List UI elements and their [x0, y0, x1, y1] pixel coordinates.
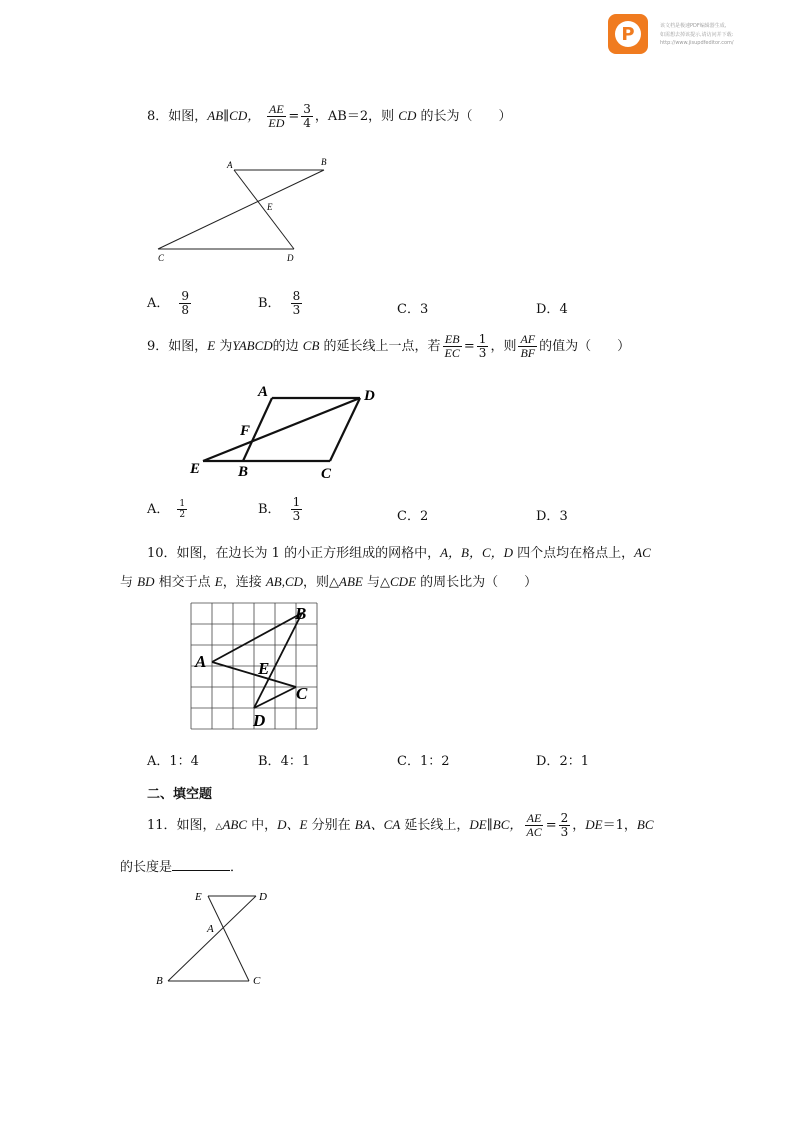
q8-label-a: A [227, 160, 233, 170]
q11-label-b: B [156, 975, 163, 987]
q8-label-b: B [321, 157, 327, 167]
pdf-editor-logo [608, 14, 648, 54]
logo-p-icon [608, 14, 648, 54]
q9-option-a[interactable]: A． $\frac{1}{2}$ [147, 499, 186, 520]
q8-label-c: C [158, 253, 165, 263]
q8-label-e: E [267, 202, 273, 212]
q9-label-e: E [190, 461, 201, 477]
q8-figure [150, 152, 340, 267]
q8-stem: 8．如图，AB∥CD， $\frac{AE}{ED}$ = $\frac{3}{4}$ ，AB＝2，则 CD 的长为（ ） [147, 102, 512, 130]
svg-text:P: P [621, 24, 635, 45]
q11-label-c: C [253, 975, 261, 987]
q9-figure [188, 378, 388, 486]
q9-option-d[interactable]: D．3 [536, 509, 568, 524]
q11-stem-line2: 的长度是 ． [120, 860, 244, 875]
q10-figure [186, 598, 326, 736]
q9-label-a: A [258, 384, 269, 400]
q8-option-c[interactable]: C．3 [397, 302, 429, 317]
q10-option-c[interactable]: C．1：2 [397, 754, 450, 769]
q10-option-a[interactable]: A．1：4 [147, 754, 199, 769]
q10-label-a: A [195, 652, 207, 671]
q10-option-b[interactable]: B．4：1 [258, 754, 311, 769]
q8-option-a[interactable]: A． $\frac{9}{8}$ [147, 289, 190, 317]
q9-option-b[interactable]: B． $\frac{1}{3}$ [258, 495, 301, 523]
watermark-note-3: http://www.jisupdfeditor.com/ [660, 40, 734, 46]
q9-label-f: F [240, 423, 251, 439]
section-fill-in-title: 二、填空题 [147, 787, 213, 802]
q9-label-b: B [238, 464, 249, 480]
q9-option-c[interactable]: C．2 [397, 509, 429, 524]
q8-label-d: D [287, 253, 294, 263]
q9-segment-ed [203, 398, 360, 461]
q10-option-d[interactable]: D．2：1 [536, 754, 589, 769]
q8-segment-ad [234, 170, 294, 249]
q8-option-d[interactable]: D．4 [536, 302, 568, 317]
q10-label-b: B [295, 604, 307, 623]
q10-label-c: C [296, 684, 308, 703]
q11-stem-line1: 11．如图，△ABC 中，D、E 分别在 BA、CA 延长线上，DE∥BC， $\frac{AE}{AC}$ = $\frac{2}{3}$ ，DE＝1，BC [147, 811, 654, 839]
q8-segment-bc [158, 170, 324, 249]
q10-segment-ab [212, 613, 302, 662]
q11-answer-blank[interactable] [172, 858, 230, 871]
q10-stem-line1: 10．如图，在边长为 1 的小正方形组成的网格中，A，B，C，D 四个点均在格点上，AC [147, 545, 651, 561]
q11-figure [150, 885, 280, 993]
q9-label-c: C [321, 466, 332, 482]
watermark-note-2: 如需想去掉该提示,请访问并下载: [660, 32, 734, 38]
q10-stem-line2: 与 BD 相交于点 E，连接 AB,CD，则△ABE 与△CDE 的周长比为（ ） [120, 574, 538, 590]
q9-stem: 9．如图，E 为YABCD的边 CB 的延长线上一点，若 $\frac{EB}{EC}$ = $\frac{1}{3}$ ，则 $\frac{AF}{BF}$ 的值为（ ） [147, 332, 631, 360]
q10-label-e: E [258, 659, 270, 678]
q11-label-e: E [195, 891, 202, 903]
q9-label-d: D [364, 388, 375, 404]
q11-label-a: A [207, 923, 214, 935]
q8-option-b[interactable]: B． $\frac{8}{3}$ [258, 289, 301, 317]
q11-label-d: D [259, 891, 267, 903]
q10-label-d: D [253, 711, 266, 730]
watermark-note-1: 该文档是极速PDF编辑器生成, [660, 23, 727, 29]
